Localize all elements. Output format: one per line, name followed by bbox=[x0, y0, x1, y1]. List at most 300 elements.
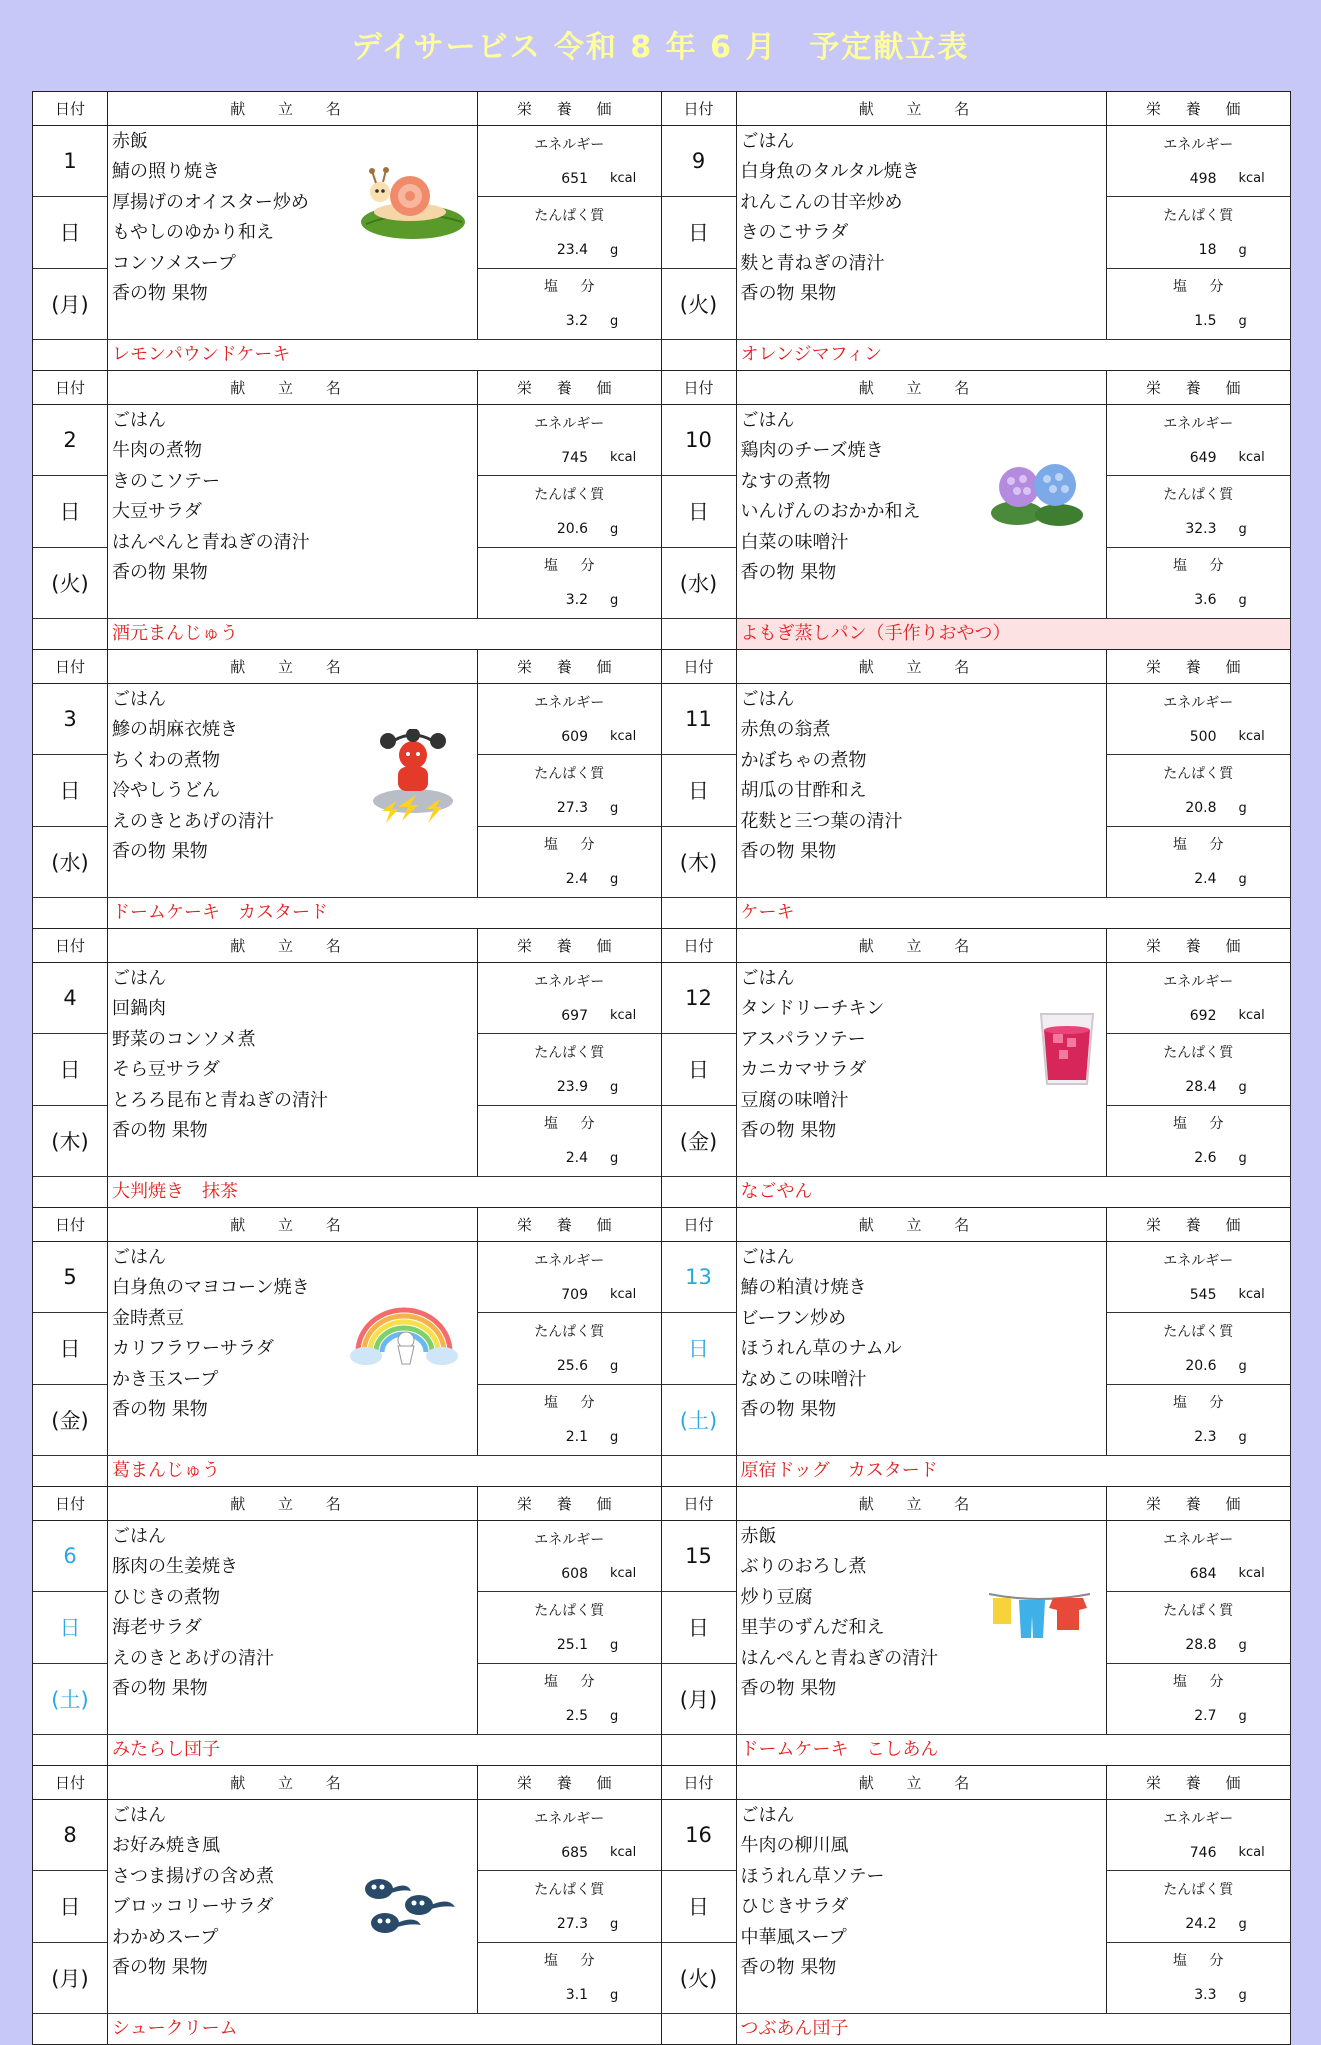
day-block bbox=[662, 929, 1291, 1207]
energy-label: エネルギー bbox=[534, 136, 605, 153]
snack-item: なごやん bbox=[740, 1181, 813, 1202]
menu-item: きのこソテー bbox=[112, 470, 220, 492]
menu-item: 牛肉の煮物 bbox=[112, 440, 202, 462]
salt-label: 塩 分 bbox=[1173, 1674, 1233, 1691]
header-nutrition: 栄 養 価 bbox=[1145, 1774, 1251, 1792]
menu-item: ほうれん草ソテー bbox=[740, 1865, 885, 1887]
block-header bbox=[33, 92, 661, 126]
menu-item: 香の物 果物 bbox=[740, 1956, 837, 1978]
energy-value: 498 kcal bbox=[1107, 161, 1291, 197]
salt-value: 2.3 g bbox=[1194, 1429, 1247, 1446]
day-block bbox=[662, 92, 1291, 370]
snack-item: みたらし団子 bbox=[112, 1739, 220, 1760]
salt-label: 塩 分 bbox=[1173, 1953, 1233, 1970]
menu-item: コンソメスープ bbox=[112, 252, 236, 274]
menu-item: 鶏肉のチーズ焼き bbox=[740, 440, 884, 462]
menu-item: さつま揚げの含め煮 bbox=[112, 1865, 274, 1887]
energy-value: 745 kcal bbox=[478, 440, 661, 476]
menu-item: 回鍋肉 bbox=[112, 998, 166, 1020]
header-menu: 献 立 名 bbox=[108, 1208, 478, 1241]
header-nutrition: 栄 養 価 bbox=[516, 1216, 622, 1234]
day-number: 6 bbox=[63, 1544, 77, 1569]
menu-item: 胡瓜の甘酢和え bbox=[740, 780, 867, 802]
menu-list bbox=[108, 684, 478, 897]
menu-item: えのきとあげの清汁 bbox=[112, 1647, 274, 1669]
protein-label: たんぱく質 bbox=[534, 765, 605, 782]
menu-item: カリフラワーサラダ bbox=[112, 1338, 274, 1360]
header-date: 日付 bbox=[33, 92, 108, 125]
nutrition-column bbox=[1107, 1521, 1291, 1734]
menu-item: 厚揚げのオイスター炒め bbox=[112, 191, 309, 213]
day-number: 3 bbox=[63, 707, 77, 732]
menu-list bbox=[737, 1521, 1107, 1734]
header-nutrition: 栄 養 価 bbox=[516, 1495, 622, 1513]
menu-item: 赤魚の翁煮 bbox=[740, 719, 831, 741]
energy-value: 692 kcal bbox=[1107, 998, 1291, 1034]
menu-list bbox=[108, 1242, 478, 1455]
menu-item: 里芋のずんだ和え bbox=[740, 1617, 885, 1639]
day-number: 12 bbox=[685, 986, 712, 1011]
header-nutrition: 栄 養 価 bbox=[1145, 1495, 1251, 1513]
block-header bbox=[33, 1208, 661, 1242]
menu-item: わかめスープ bbox=[112, 1926, 219, 1948]
day-label: 日 bbox=[33, 1591, 107, 1662]
day-number: 16 bbox=[685, 1823, 712, 1848]
protein-label: たんぱく質 bbox=[534, 1881, 605, 1898]
header-date: 日付 bbox=[662, 650, 737, 683]
menu-item: お好み焼き風 bbox=[112, 1835, 220, 1857]
protein-label: たんぱく質 bbox=[534, 207, 605, 224]
date-column bbox=[662, 963, 737, 1176]
menu-item: ごはん bbox=[112, 968, 166, 989]
salt-label: 塩 分 bbox=[1173, 1116, 1233, 1133]
weekday: (水) bbox=[662, 547, 736, 618]
weekday: (月) bbox=[662, 1663, 736, 1734]
snack-item: 大判焼き 抹茶 bbox=[112, 1181, 238, 1202]
juice-illustration-icon bbox=[1037, 1008, 1097, 1088]
nutrition-column bbox=[1107, 1800, 1291, 2013]
snack-item: つぶあん団子 bbox=[740, 2018, 849, 2039]
menu-table bbox=[32, 91, 1291, 2045]
menu-item: 炒り豆腐 bbox=[740, 1586, 813, 1608]
block-row bbox=[33, 1766, 1290, 2044]
salt-value: 2.6 g bbox=[1194, 1150, 1247, 1167]
date-column bbox=[33, 684, 108, 897]
protein-value: 24.2 g bbox=[1107, 1907, 1291, 1943]
menu-item: 香の物 果物 bbox=[740, 1398, 837, 1420]
menu-item: ごはん bbox=[112, 1526, 166, 1547]
day-block bbox=[662, 1208, 1291, 1486]
header-date: 日付 bbox=[662, 92, 737, 125]
menu-item: ごはん bbox=[112, 1805, 166, 1826]
menu-item: 白身魚のタルタル焼き bbox=[740, 161, 920, 183]
snack-item: 原宿ドッグ カスタード bbox=[740, 1460, 938, 1481]
snack-item: ドームケーキ こしあん bbox=[740, 1739, 939, 1760]
date-column bbox=[33, 1800, 108, 2013]
day-label: 日 bbox=[33, 1870, 107, 1941]
salt-value: 3.6 g bbox=[1194, 592, 1247, 609]
header-menu: 献 立 名 bbox=[737, 1487, 1107, 1520]
header-menu: 献 立 名 bbox=[108, 1487, 478, 1520]
salt-label: 塩 分 bbox=[1173, 558, 1233, 575]
date-column bbox=[33, 963, 108, 1176]
nutrition-column bbox=[1107, 684, 1291, 897]
header-date: 日付 bbox=[33, 650, 108, 683]
header-nutrition: 栄 養 価 bbox=[1145, 379, 1251, 397]
energy-value: 545 kcal bbox=[1107, 1277, 1291, 1313]
header-date: 日付 bbox=[662, 371, 737, 404]
energy-label: エネルギー bbox=[1163, 1531, 1234, 1548]
protein-value: 27.3 g bbox=[478, 791, 661, 827]
weekday: (月) bbox=[33, 1942, 107, 2013]
menu-item: 金時煮豆 bbox=[112, 1307, 184, 1329]
protein-value: 23.4 g bbox=[478, 233, 661, 269]
snack-item: 葛まんじゅう bbox=[112, 1460, 220, 1481]
menu-item: 野菜のコンソメ煮 bbox=[112, 1028, 256, 1050]
menu-list bbox=[108, 1800, 478, 2013]
header-nutrition: 栄 養 価 bbox=[516, 379, 622, 397]
nutrition-column bbox=[478, 684, 661, 897]
block-header bbox=[33, 929, 661, 963]
protein-value: 25.6 g bbox=[478, 1349, 661, 1385]
day-label: 日 bbox=[662, 1312, 736, 1383]
header-menu: 献 立 名 bbox=[737, 92, 1107, 125]
menu-item: そら豆サラダ bbox=[112, 1059, 220, 1081]
salt-label: 塩 分 bbox=[544, 279, 604, 296]
header-menu: 献 立 名 bbox=[737, 371, 1107, 404]
menu-item: 海老サラダ bbox=[112, 1617, 202, 1639]
day-block bbox=[33, 1208, 662, 1486]
block-header bbox=[662, 929, 1291, 963]
protein-value: 23.9 g bbox=[478, 1070, 661, 1106]
snack-item: ケーキ bbox=[740, 902, 795, 923]
day-number: 11 bbox=[685, 707, 712, 732]
date-column bbox=[33, 405, 108, 618]
menu-item: 白身魚のマヨコーン焼き bbox=[112, 1277, 310, 1299]
menu-item: 冷やしうどん bbox=[112, 780, 220, 802]
day-block bbox=[33, 1766, 662, 2044]
protein-value: 20.6 g bbox=[478, 512, 661, 548]
salt-label: 塩 分 bbox=[1173, 837, 1233, 854]
block-row bbox=[33, 371, 1290, 650]
block-header bbox=[662, 92, 1291, 126]
snack-item: ドームケーキ カスタード bbox=[112, 902, 328, 923]
block-row bbox=[33, 1208, 1290, 1487]
menu-list bbox=[737, 405, 1107, 618]
header-date: 日付 bbox=[662, 1766, 737, 1799]
day-block bbox=[33, 371, 662, 649]
block-row bbox=[33, 650, 1290, 929]
protein-value: 20.6 g bbox=[1107, 1349, 1291, 1385]
menu-item: 中華風スープ bbox=[740, 1926, 847, 1948]
menu-item: とろろ昆布と青ねぎの清汁 bbox=[112, 1089, 328, 1111]
header-date: 日付 bbox=[33, 1766, 108, 1799]
menu-list bbox=[108, 963, 478, 1176]
salt-label: 塩 分 bbox=[544, 837, 604, 854]
day-label: 日 bbox=[662, 754, 736, 825]
protein-value: 28.4 g bbox=[1107, 1070, 1291, 1106]
menu-list bbox=[737, 684, 1107, 897]
laundry-illustration-icon bbox=[987, 1586, 1092, 1646]
menu-item: 豚肉の生姜焼き bbox=[112, 1556, 238, 1578]
menu-item: ごはん bbox=[740, 689, 795, 710]
day-label: 日 bbox=[33, 196, 107, 267]
menu-item: 豆腐の味噌汁 bbox=[740, 1089, 849, 1111]
energy-value: 685 kcal bbox=[478, 1835, 661, 1871]
date-column bbox=[662, 1800, 737, 2013]
energy-label: エネルギー bbox=[534, 415, 605, 432]
day-number: 15 bbox=[685, 1544, 712, 1569]
header-menu: 献 立 名 bbox=[737, 1766, 1107, 1799]
protein-value: 20.8 g bbox=[1107, 791, 1291, 827]
menu-item: ちくわの煮物 bbox=[112, 749, 220, 771]
day-block bbox=[33, 92, 662, 370]
energy-label: エネルギー bbox=[1163, 694, 1234, 711]
energy-label: エネルギー bbox=[534, 1810, 605, 1827]
block-row bbox=[33, 92, 1290, 371]
menu-item: ごはん bbox=[740, 968, 795, 989]
energy-label: エネルギー bbox=[1163, 973, 1234, 990]
menu-list bbox=[108, 405, 478, 618]
protein-value: 27.3 g bbox=[478, 1907, 661, 1943]
day-label: 日 bbox=[662, 475, 736, 546]
day-number: 9 bbox=[691, 149, 706, 174]
date-column bbox=[33, 1242, 108, 1455]
energy-value: 684 kcal bbox=[1107, 1556, 1291, 1592]
day-block bbox=[33, 1487, 662, 1765]
menu-item: はんぺんと青ねぎの清汁 bbox=[740, 1647, 939, 1669]
date-column bbox=[662, 684, 737, 897]
menu-item: ブロッコリーサラダ bbox=[112, 1896, 274, 1918]
header-date: 日付 bbox=[662, 1487, 737, 1520]
hydrangea-illustration-icon bbox=[987, 463, 1087, 528]
salt-label: 塩 分 bbox=[544, 1395, 604, 1412]
menu-list bbox=[737, 963, 1107, 1176]
menu-item: 花麩と三つ葉の清汁 bbox=[740, 810, 903, 832]
snack-item: シュークリーム bbox=[112, 2018, 238, 2039]
header-nutrition: 栄 養 価 bbox=[1145, 937, 1251, 955]
day-number: 8 bbox=[63, 1823, 77, 1848]
snack-item: オレンジマフィン bbox=[740, 344, 883, 365]
weekday: (火) bbox=[33, 547, 107, 618]
menu-item: 香の物 果物 bbox=[112, 1677, 208, 1699]
menu-item: いんげんのおかか和え bbox=[740, 501, 921, 523]
protein-label: たんぱく質 bbox=[534, 1323, 605, 1340]
thunder-illustration-icon bbox=[368, 729, 458, 827]
menu-item: 香の物 果物 bbox=[112, 561, 208, 583]
weekday: (金) bbox=[662, 1105, 736, 1176]
day-block bbox=[662, 371, 1291, 649]
header-nutrition: 栄 養 価 bbox=[516, 100, 622, 118]
header-date: 日付 bbox=[662, 1208, 737, 1241]
block-header bbox=[33, 1487, 661, 1521]
snail-illustration-icon bbox=[358, 166, 468, 242]
weekday: (土) bbox=[662, 1384, 736, 1455]
weekday: (火) bbox=[662, 1942, 736, 2013]
day-label: 日 bbox=[33, 1312, 107, 1383]
salt-value: 2.7 g bbox=[1194, 1708, 1247, 1725]
menu-item: 牛肉の柳川風 bbox=[740, 1835, 849, 1857]
protein-value: 25.1 g bbox=[478, 1628, 661, 1664]
protein-value: 18 g bbox=[1107, 233, 1291, 269]
page-title: デイサービス 令和 8 年 6 月 予定献立表 bbox=[351, 30, 970, 65]
energy-value: 697 kcal bbox=[478, 998, 661, 1034]
date-column bbox=[662, 405, 737, 618]
menu-item: ほうれん草のナムル bbox=[740, 1338, 902, 1360]
day-number: 5 bbox=[63, 1265, 77, 1290]
header-menu: 献 立 名 bbox=[108, 92, 478, 125]
energy-label: エネルギー bbox=[1163, 415, 1234, 432]
salt-value: 3.2 g bbox=[565, 592, 619, 609]
block-row bbox=[33, 929, 1290, 1208]
menu-item: ごはん bbox=[112, 689, 166, 710]
day-block bbox=[662, 650, 1291, 928]
menu-item: 大豆サラダ bbox=[112, 501, 202, 523]
menu-item: かぼちゃの煮物 bbox=[740, 749, 867, 771]
day-block bbox=[33, 929, 662, 1207]
block-header bbox=[662, 371, 1291, 405]
protein-label: たんぱく質 bbox=[1163, 1602, 1234, 1619]
header-menu: 献 立 名 bbox=[737, 1208, 1107, 1241]
menu-item: ごはん bbox=[112, 1247, 166, 1268]
protein-label: たんぱく質 bbox=[534, 1044, 605, 1061]
nutrition-column bbox=[478, 1800, 661, 2013]
tadpoles-illustration-icon bbox=[363, 1875, 463, 1937]
header-menu: 献 立 名 bbox=[737, 650, 1107, 683]
snack-item: よもぎ蒸しパン（手作りおやつ） bbox=[737, 619, 1291, 649]
protein-label: たんぱく質 bbox=[534, 486, 605, 503]
energy-label: エネルギー bbox=[534, 973, 605, 990]
day-label: 日 bbox=[662, 1033, 736, 1104]
weekday: (木) bbox=[33, 1105, 107, 1176]
nutrition-column bbox=[1107, 126, 1291, 339]
protein-label: たんぱく質 bbox=[1163, 207, 1234, 224]
menu-item: なすの煮物 bbox=[740, 470, 831, 492]
day-label: 日 bbox=[33, 754, 107, 825]
protein-label: たんぱく質 bbox=[1163, 1044, 1234, 1061]
day-number: 1 bbox=[63, 149, 77, 174]
salt-value: 3.2 g bbox=[565, 313, 619, 330]
weekday: (金) bbox=[33, 1384, 107, 1455]
nutrition-column bbox=[478, 1521, 661, 1734]
nutrition-column bbox=[1107, 963, 1291, 1176]
menu-item: えのきとあげの清汁 bbox=[112, 810, 274, 832]
day-number: 13 bbox=[685, 1265, 712, 1290]
date-column bbox=[33, 126, 108, 339]
block-header bbox=[33, 371, 661, 405]
snack-item: レモンパウンドケーキ bbox=[112, 344, 291, 365]
menu-item: ビーフン炒め bbox=[740, 1307, 847, 1329]
menu-item: ひじきの煮物 bbox=[112, 1586, 220, 1608]
header-menu: 献 立 名 bbox=[108, 371, 478, 404]
menu-item: きのこサラダ bbox=[740, 222, 849, 244]
block-header bbox=[662, 650, 1291, 684]
protein-label: たんぱく質 bbox=[1163, 1323, 1234, 1340]
salt-value: 3.1 g bbox=[565, 1987, 619, 2004]
menu-item: 赤飯 bbox=[740, 1526, 777, 1547]
menu-item: 鰺の胡麻衣焼き bbox=[112, 719, 238, 741]
menu-item: 香の物 果物 bbox=[112, 282, 208, 304]
header-date: 日付 bbox=[33, 1487, 108, 1520]
menu-item: なめこの味噌汁 bbox=[740, 1368, 867, 1390]
salt-label: 塩 分 bbox=[1173, 1395, 1233, 1412]
menu-item: 香の物 果物 bbox=[740, 1677, 837, 1699]
date-column bbox=[662, 1242, 737, 1455]
weekday: (水) bbox=[33, 826, 107, 897]
header-nutrition: 栄 養 価 bbox=[1145, 100, 1251, 118]
header-date: 日付 bbox=[662, 929, 737, 962]
energy-value: 649 kcal bbox=[1107, 440, 1291, 476]
energy-label: エネルギー bbox=[534, 694, 605, 711]
energy-label: エネルギー bbox=[534, 1531, 605, 1548]
menu-item: ごはん bbox=[740, 410, 795, 431]
menu-item: ごはん bbox=[112, 410, 166, 431]
block-row bbox=[33, 1487, 1290, 1766]
header-nutrition: 栄 養 価 bbox=[516, 1774, 622, 1792]
date-column bbox=[662, 126, 737, 339]
menu-item: 香の物 果物 bbox=[740, 1119, 837, 1141]
menu-list bbox=[737, 1242, 1107, 1455]
menu-item: れんこんの甘辛炒め bbox=[740, 191, 903, 213]
block-header bbox=[33, 650, 661, 684]
protein-value: 28.8 g bbox=[1107, 1628, 1291, 1664]
menu-list bbox=[737, 1800, 1107, 2013]
salt-label: 塩 分 bbox=[544, 1116, 604, 1133]
day-label: 日 bbox=[662, 1591, 736, 1662]
menu-item: ごはん bbox=[740, 1805, 795, 1826]
protein-label: たんぱく質 bbox=[534, 1602, 605, 1619]
day-number: 4 bbox=[63, 986, 77, 1011]
header-menu: 献 立 名 bbox=[108, 650, 478, 683]
day-block bbox=[662, 1766, 1291, 2044]
menu-item: 赤飯 bbox=[112, 131, 148, 152]
snack-item: 酒元まんじゅう bbox=[112, 623, 238, 644]
menu-item: ごはん bbox=[740, 1247, 795, 1268]
menu-item: カニカマサラダ bbox=[740, 1059, 867, 1081]
menu-item: 香の物 果物 bbox=[740, 840, 837, 862]
header-menu: 献 立 名 bbox=[108, 1766, 478, 1799]
menu-item: ごはん bbox=[740, 131, 795, 152]
menu-item: 白菜の味噌汁 bbox=[740, 531, 849, 553]
energy-value: 608 kcal bbox=[478, 1556, 661, 1592]
header-menu: 献 立 名 bbox=[108, 929, 478, 962]
day-label: 日 bbox=[662, 1870, 736, 1941]
weekday: (土) bbox=[33, 1663, 107, 1734]
menu-list bbox=[108, 126, 478, 339]
menu-item: 香の物 果物 bbox=[112, 840, 208, 862]
menu-item: 鰆の粕漬け焼き bbox=[740, 1277, 867, 1299]
day-block bbox=[662, 1487, 1291, 1765]
salt-value: 2.5 g bbox=[565, 1708, 619, 1725]
header-date: 日付 bbox=[33, 1208, 108, 1241]
menu-list bbox=[108, 1521, 478, 1734]
menu-item: 麩と青ねぎの清汁 bbox=[740, 252, 885, 274]
protein-label: たんぱく質 bbox=[1163, 1881, 1234, 1898]
date-column bbox=[33, 1521, 108, 1734]
energy-value: 500 kcal bbox=[1107, 719, 1291, 755]
menu-item: かき玉スープ bbox=[112, 1368, 219, 1390]
salt-label: 塩 分 bbox=[1173, 279, 1233, 296]
menu-item: 香の物 果物 bbox=[112, 1398, 208, 1420]
menu-item: 鯖の照り焼き bbox=[112, 161, 220, 183]
menu-item: タンドリーチキン bbox=[740, 998, 885, 1020]
menu-list bbox=[737, 126, 1107, 339]
salt-label: 塩 分 bbox=[544, 558, 604, 575]
rainbow-illustration-icon bbox=[348, 1300, 460, 1370]
nutrition-column bbox=[1107, 405, 1291, 618]
energy-label: エネルギー bbox=[1163, 1252, 1234, 1269]
nutrition-column bbox=[478, 963, 661, 1176]
